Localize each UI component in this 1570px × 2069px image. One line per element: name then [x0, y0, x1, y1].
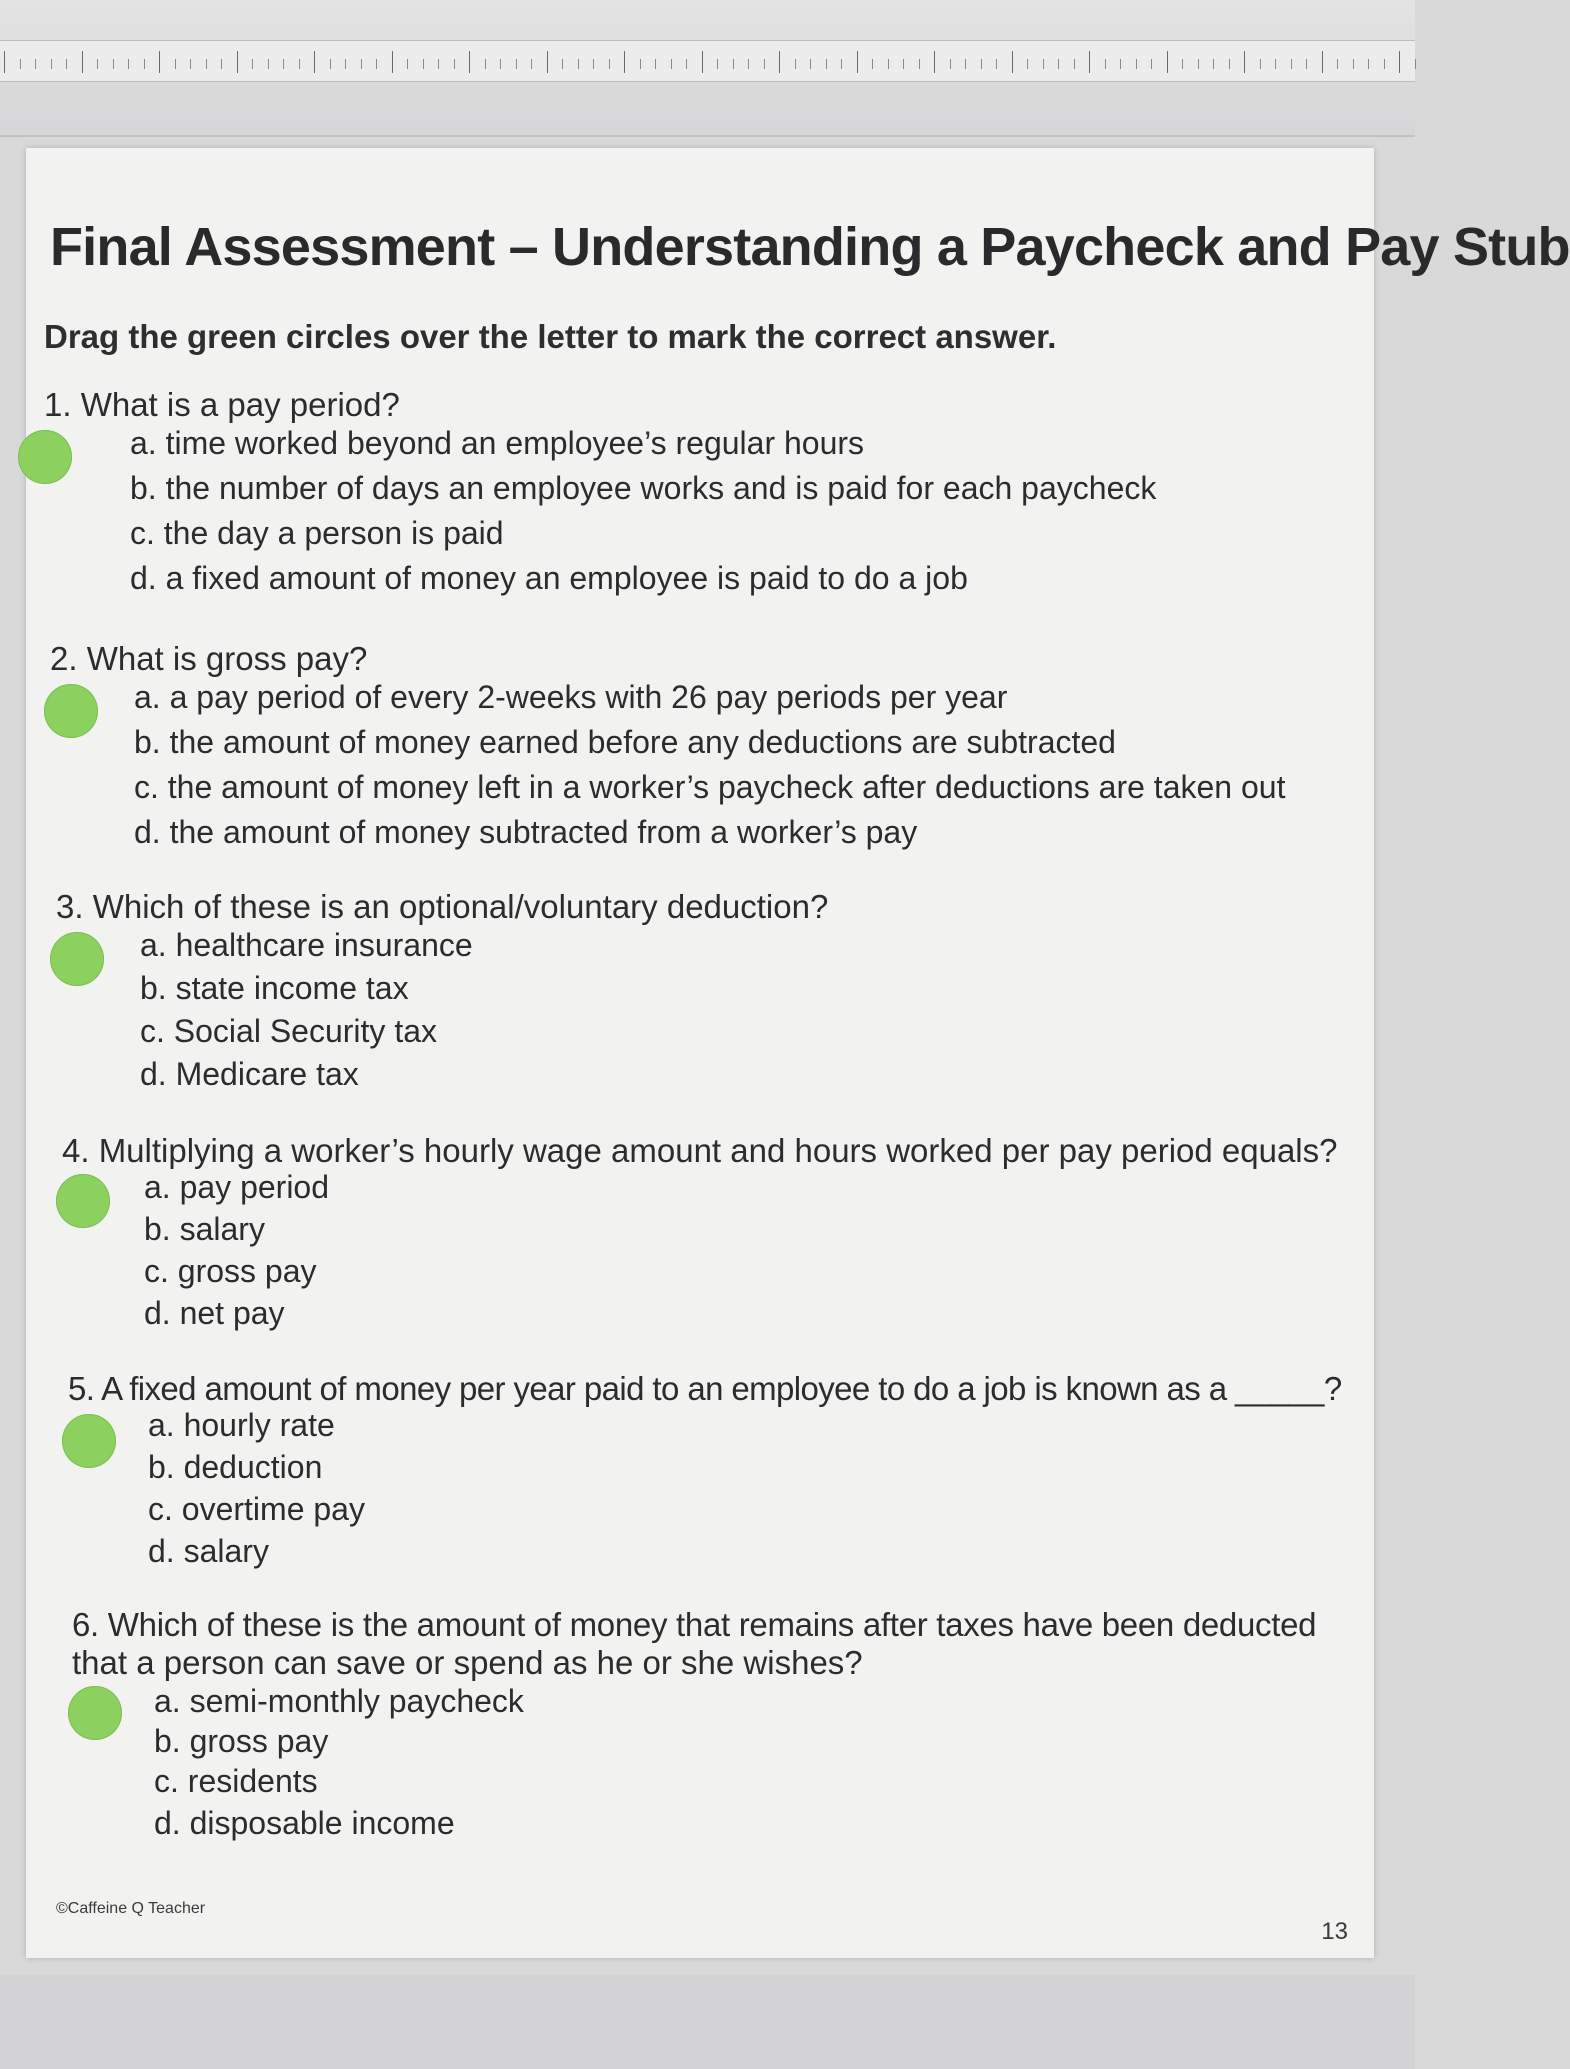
ruler-tick [1368, 59, 1369, 69]
ruler-tick [1244, 51, 1245, 73]
ruler-tick [810, 59, 811, 69]
question-text: 3. Which of these is an optional/voluntary deduction? [56, 888, 829, 925]
ruler-tick [919, 59, 920, 69]
option-b: b. the amount of money earned before any deductions are subtracted [134, 724, 1116, 760]
option-b: b. deduction [148, 1449, 323, 1485]
ruler-tick [159, 51, 160, 73]
ruler-tick [1043, 59, 1044, 69]
ruler-tick [82, 51, 83, 73]
ruler-tick [221, 59, 222, 69]
ruler-tick [1213, 59, 1214, 69]
question-text: 1. What is a pay period? [44, 386, 400, 423]
option-a: a. pay period [144, 1169, 330, 1205]
window-bottom [0, 1975, 1415, 2069]
answer-circle-3[interactable] [50, 932, 104, 986]
ruler-tick [1275, 59, 1276, 69]
ruler-tick [1182, 59, 1183, 69]
ruler-tick [1089, 51, 1090, 73]
option-d: d. salary [148, 1533, 269, 1569]
ruler-tick [330, 59, 331, 69]
ruler-tick [1198, 59, 1199, 69]
ruler-tick [578, 59, 579, 69]
ruler-tick [144, 59, 145, 69]
ruler-tick [500, 59, 501, 69]
option-c: c. overtime pay [148, 1491, 365, 1527]
option-b: b. the number of days an employee works and is paid for each paycheck [130, 470, 1157, 506]
ruler-tick [51, 59, 52, 69]
ruler-tick [640, 59, 641, 69]
ruler-tick [97, 59, 98, 69]
ruler-tick [965, 59, 966, 69]
ruler-tick [1058, 59, 1059, 69]
ruler-tick [1120, 59, 1121, 69]
option-d: d. net pay [144, 1295, 285, 1331]
ruler-tick [1167, 51, 1168, 73]
ruler-tick [624, 51, 625, 73]
document-page [26, 148, 1570, 1958]
option-b: b. gross pay [154, 1723, 329, 1759]
option-a: a. semi-monthly paycheck [154, 1683, 524, 1719]
ruler-tick [593, 59, 594, 69]
ruler-tick [1027, 59, 1028, 69]
ruler-tick [423, 59, 424, 69]
option-c: c. gross pay [144, 1253, 317, 1289]
option-d: d. Medicare tax [140, 1056, 359, 1092]
option-a: a. time worked beyond an employee’s regular hours [130, 425, 865, 461]
ruler-tick [438, 59, 439, 69]
option-d: d. disposable income [154, 1805, 455, 1841]
ruler-tick [4, 51, 5, 73]
ruler-tick [1291, 59, 1292, 69]
option-d: d. the amount of money subtracted from a worker’s pay [134, 814, 918, 850]
ruler-tick [35, 59, 36, 69]
ruler-tick [547, 51, 548, 73]
option-c: c. Social Security tax [140, 1013, 437, 1049]
ruler-tick [671, 59, 672, 69]
ruler-tick [175, 59, 176, 69]
question-text-line-1: 6. Which of these is the amount of money that remains after taxes have been deducted [72, 1606, 1317, 1643]
ruler-tick [795, 59, 796, 69]
ruler-tick [190, 59, 191, 69]
ruler-tick [1322, 51, 1323, 73]
ruler-tick [128, 59, 129, 69]
question-text-line-2: that a person can save or spend as he or she wishes? [72, 1644, 863, 1681]
answer-circle-2[interactable] [44, 684, 98, 738]
ruler-tick [1136, 59, 1137, 69]
ruler-tick [268, 59, 269, 69]
option-b: b. state income tax [140, 970, 409, 1006]
option-c: c. the day a person is paid [130, 515, 504, 551]
ruler-tick [206, 59, 207, 69]
ruler-tick [888, 59, 889, 69]
ruler-tick [314, 51, 315, 73]
answer-circle-5[interactable] [62, 1414, 116, 1468]
ruler-tick [469, 51, 470, 73]
ruler-tick [702, 51, 703, 73]
ruler-tick [361, 59, 362, 69]
ruler-tick [113, 59, 114, 69]
ruler-tick [283, 59, 284, 69]
ruler-tick [733, 59, 734, 69]
ruler-tick [1384, 59, 1385, 69]
ruler-tick [1012, 51, 1013, 73]
ruler-tick [66, 59, 67, 69]
ruler-tick [299, 59, 300, 69]
ruler-tick [516, 59, 517, 69]
option-b: b. salary [144, 1211, 265, 1247]
ruler-tick [562, 59, 563, 69]
ruler-tick [764, 59, 765, 69]
option-a: a. a pay period of every 2-weeks with 26 pay periods per year [134, 679, 1008, 715]
ruler-tick [485, 59, 486, 69]
ruler-tick [1151, 59, 1152, 69]
ruler-tick [345, 59, 346, 69]
ruler-tick [1415, 59, 1416, 69]
ruler-tick [1105, 59, 1106, 69]
ruler-tick [934, 51, 935, 73]
ruler-tick [655, 59, 656, 69]
ruler-tick [903, 59, 904, 69]
ruler-tick [779, 51, 780, 73]
ruler-tick [996, 59, 997, 69]
ruler-tick [1353, 59, 1354, 69]
ruler-tick [454, 59, 455, 69]
question-text: 2. What is gross pay? [50, 640, 368, 677]
ruler-tick [1399, 51, 1400, 73]
question-text: 4. Multiplying a worker’s hourly wage amount and hours worked per pay period equals? [62, 1132, 1338, 1169]
ruler-tick [857, 51, 858, 73]
ruler-tick [1337, 59, 1338, 69]
ruler-tick [376, 59, 377, 69]
ruler-tick [407, 59, 408, 69]
option-d: d. a fixed amount of money an employee is paid to do a job [130, 560, 968, 596]
ruler-tick [1229, 59, 1230, 69]
answer-circle-6[interactable] [68, 1686, 122, 1740]
ruler-tick [237, 51, 238, 73]
ruler-tick [981, 59, 982, 69]
option-c: c. residents [154, 1763, 318, 1799]
ruler-tick [686, 59, 687, 69]
toolbar-area [0, 0, 1415, 137]
answer-circle-1[interactable] [18, 430, 72, 484]
ruler-tick [826, 59, 827, 69]
ruler-tick [1074, 59, 1075, 69]
ruler-tick [531, 59, 532, 69]
copyright-text: ©Caffeine Q Teacher [56, 1900, 206, 1917]
page-title: Final Assessment – Understanding a Paycheck and Pay Stub [50, 217, 1570, 277]
option-a: a. healthcare insurance [140, 927, 473, 963]
ruler [0, 40, 1415, 82]
ruler-tick [392, 51, 393, 73]
ruler-tick [1306, 59, 1307, 69]
option-c: c. the amount of money left in a worker’s paycheck after deductions are taken out [134, 769, 1286, 805]
ruler-tick [950, 59, 951, 69]
ruler-tick [841, 59, 842, 69]
instruction-text: Drag the green circles over the letter to mark the correct answer. [44, 318, 1057, 355]
ruler-tick [1260, 59, 1261, 69]
question-text: 5. A fixed amount of money per year paid to an employee to do a job is known as a _____? [68, 1370, 1342, 1407]
ruler-tick [20, 59, 21, 69]
ruler-tick [872, 59, 873, 69]
page-number: 13 [1321, 1918, 1348, 1945]
ruler-tick [717, 59, 718, 69]
ruler-tick [609, 59, 610, 69]
ruler-tick [252, 59, 253, 69]
answer-circle-4[interactable] [56, 1174, 110, 1228]
ruler-tick [748, 59, 749, 69]
option-a: a. hourly rate [148, 1407, 335, 1443]
